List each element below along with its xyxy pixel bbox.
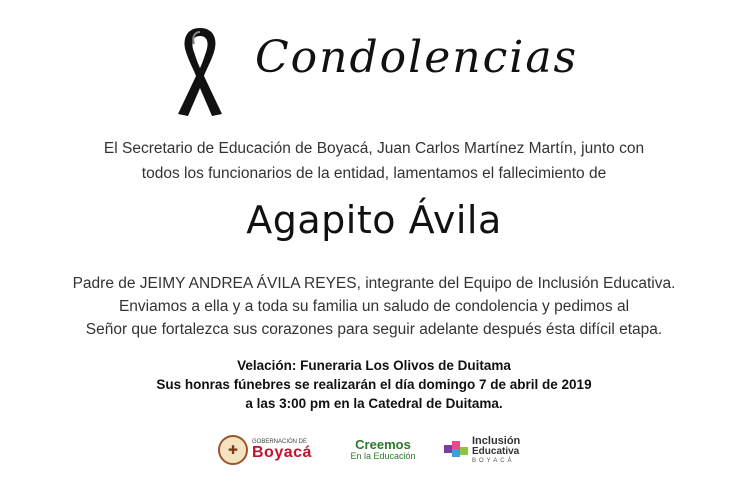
inclusion-logo-subtext: Educativa [472, 446, 520, 458]
boyaca-logo-text: Boyacá [252, 444, 312, 461]
coat-of-arms-icon: ✚ [218, 435, 248, 465]
inclusion-educativa-logo [443, 430, 538, 470]
creemos-logo-subtext: En la Educación [350, 451, 416, 462]
gobernacion-boyaca-logo [218, 430, 318, 470]
inclusion-logo-region: BOYACÁ [472, 457, 515, 464]
boyaca-logo-top-text: GOBERNACIÓN DE [252, 439, 308, 445]
details-line-2: Sus honras fúnebres se realizarán el día domingo 7 de abril de 2019 [156, 377, 592, 392]
inclusion-logo-text: Inclusión [472, 434, 521, 447]
page-title: Condolencias [255, 32, 579, 83]
mourning-ribbon-icon [172, 26, 228, 118]
intro-line-2: todos los funcionarios de la entidad, lamentamos el fallecimiento de [141, 165, 607, 182]
puzzle-icon [443, 437, 469, 463]
details-line-1: Velación: Funeraria Los Olivos de Duitama [237, 358, 511, 373]
logo-strip [218, 430, 538, 470]
creemos-educacion-logo [343, 430, 423, 470]
message-line-1: Padre de JEIMY ANDREA ÁVILA REYES, integrante del Equipo de Inclusión Educativa. [72, 275, 676, 292]
message-line-2: Enviamos a ella y a toda su familia un saludo de condolencia y pedimos al [118, 298, 630, 315]
creemos-logo-text: Creemos [355, 437, 411, 453]
intro-line-1: El Secretario de Educación de Boyacá, Juan Carlos Martínez Martín, junto con [103, 140, 645, 157]
details-line-3: a las 3:00 pm en la Catedral de Duitama. [245, 396, 503, 411]
message-line-3: Señor que fortalezca sus corazones para seguir adelante después ésta difícil etapa. [85, 321, 663, 338]
deceased-name: Agapito Ávila [246, 198, 502, 242]
